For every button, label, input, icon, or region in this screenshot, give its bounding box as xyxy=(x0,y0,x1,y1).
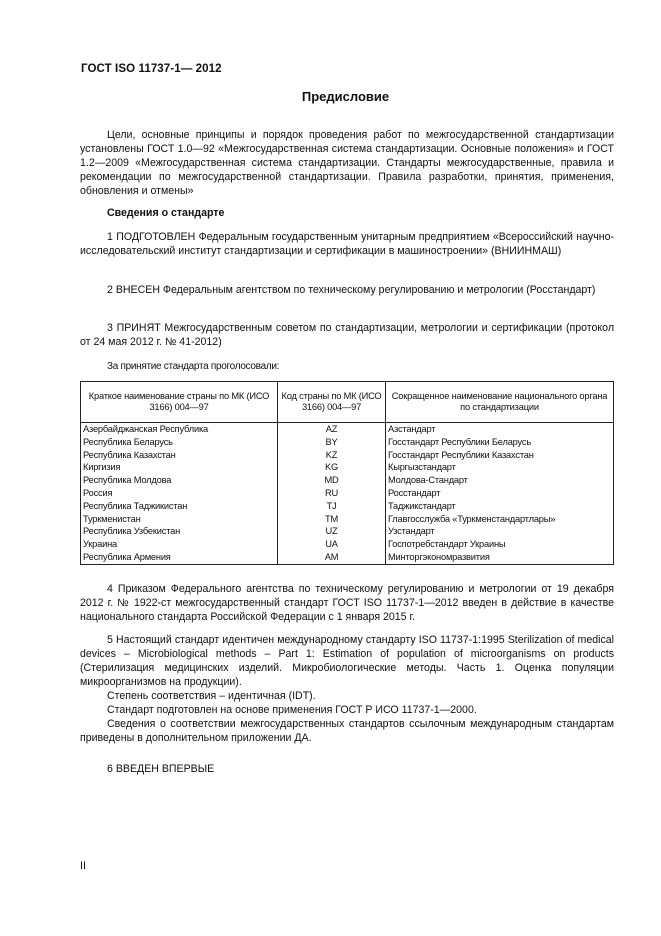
cell-code: AM xyxy=(278,551,386,564)
table-row xyxy=(81,487,614,500)
page-title: Предисловие xyxy=(301,89,390,104)
cell-body: Минторгэкономразвития xyxy=(386,551,614,564)
item-5-block xyxy=(80,633,614,745)
cell-country: Республика Молдова xyxy=(81,474,278,487)
cell-body: Узстандарт xyxy=(386,525,614,538)
cell-country: Киргизия xyxy=(81,461,278,474)
page-number: II xyxy=(80,860,87,872)
document-code-header: ГОСТ ISO 11737-1— 2012 xyxy=(81,63,222,75)
column-header-body: Сокращенное наименование национального органа по стандартизации xyxy=(386,382,614,423)
table-row xyxy=(81,551,614,564)
column-header-code: Код страны по МК (ИСО 3166) 004—97 xyxy=(278,382,386,423)
item-3-adopted: 3 ПРИНЯТ Межгосударственным советом по стандартизации, метрологии и сертификации (протокол от 24 мая 2012 г. № 41-2012) xyxy=(80,322,614,348)
item-2-introduced: 2 ВНЕСЕН Федеральным агентством по техническому регулированию и метрологии (Росстандарт) xyxy=(107,284,596,296)
item-5-basis: Стандарт подготовлен на основе применения ГОСТ Р ИСО 11737-1—2000. xyxy=(107,704,477,716)
cell-body: Кыргызстандарт xyxy=(386,461,614,474)
table-row xyxy=(81,461,614,474)
item-5-identical: 5 Настоящий стандарт идентичен международному стандарту ISO 11737-1:1995 Sterilization of medical devices – Microbiological methods – Part 1: Estimation of population of microorganisms on products (Стерилизация медицинских изделий. Микробиологические методы. Часть 1. Оценка популяции микроорганизмов на продукции). xyxy=(80,634,614,688)
cell-code: BY xyxy=(278,436,386,449)
cell-body: Госстандарт Республики Беларусь xyxy=(386,436,614,449)
table-row xyxy=(81,474,614,487)
table-row xyxy=(81,538,614,551)
cell-country: Туркменистан xyxy=(81,513,278,526)
item-5-references: Сведения о соответствии межгосударственных стандартов ссылочным международным стандартам приведены в дополнительном приложении ДА. xyxy=(80,718,614,744)
table-row xyxy=(81,500,614,513)
vote-label: За принятие стандарта проголосовали: xyxy=(107,361,280,372)
item-5-degree: Степень соответствия – идентичная (IDT). xyxy=(107,690,316,702)
table-row xyxy=(81,436,614,449)
item-4-order: 4 Приказом Федерального агентства по техническому регулированию и метрологии от 19 декабря 2012 г. № 1922-ст межгосударственный стандарт ГОСТ ISO 11737-1—2012 введен в действие в качестве национального стандарта Российской Федерации с 1 января 2015 г. xyxy=(80,583,614,623)
cell-country: Республика Беларусь xyxy=(81,436,278,449)
cell-country: Россия xyxy=(81,487,278,500)
cell-country: Азербайджанская Республика xyxy=(81,423,278,436)
item-1-prepared: 1 ПОДГОТОВЛЕН Федеральным государственным унитарным предприятием «Всероссийский научно-исследовательский институт стандартизации и сертификации в машиностроении» (ВНИИНМАШ) xyxy=(80,231,614,257)
cell-body: Госпотребстандарт Украины xyxy=(386,538,614,551)
cell-code: AZ xyxy=(278,423,386,436)
voting-countries-table xyxy=(80,381,614,565)
cell-body: Молдова-Стандарт xyxy=(386,474,614,487)
cell-country: Украина xyxy=(81,538,278,551)
standard-info-heading: Сведения о стандарте xyxy=(107,207,225,219)
cell-code: UZ xyxy=(278,525,386,538)
cell-body: Азстандарт xyxy=(386,423,614,436)
cell-code: KZ xyxy=(278,449,386,462)
intro-paragraph: Цели, основные принципы и порядок проведения работ по межгосударственной стандартизации установлены ГОСТ 1.0—92 «Межгосударственная система стандартизации. Основные положения» и ГОСТ 1.2—2009 «Межгосударственная система стандартизации. Стандарты межгосударственные, правила и рекомендации по межгосударственной стандартизации. Правила разработки, принятия, применения, обновления и отмены» xyxy=(80,129,614,197)
cell-code: TM xyxy=(278,513,386,526)
cell-code: KG xyxy=(278,461,386,474)
cell-code: MD xyxy=(278,474,386,487)
table-header-row xyxy=(81,382,614,423)
item-6-introduced-first: 6 ВВЕДЕН ВПЕРВЫЕ xyxy=(107,763,215,775)
cell-body: Таджикстандарт xyxy=(386,500,614,513)
table-row xyxy=(81,525,614,538)
table-body xyxy=(81,423,614,565)
cell-body: Росстандарт xyxy=(386,487,614,500)
column-header-country: Краткое наименование страны по МК (ИСО 3166) 004—97 xyxy=(81,382,278,423)
cell-body: Госстандарт Республики Казахстан xyxy=(386,449,614,462)
table-row xyxy=(81,513,614,526)
cell-body: Главгосслужба «Туркменстандартлары» xyxy=(386,513,614,526)
cell-code: UA xyxy=(278,538,386,551)
cell-country: Республика Казахстан xyxy=(81,449,278,462)
cell-country: Республика Таджикистан xyxy=(81,500,278,513)
cell-code: TJ xyxy=(278,500,386,513)
table-row xyxy=(81,423,614,436)
cell-country: Республика Узбекистан xyxy=(81,525,278,538)
cell-country: Республика Армения xyxy=(81,551,278,564)
cell-code: RU xyxy=(278,487,386,500)
table-row xyxy=(81,449,614,462)
